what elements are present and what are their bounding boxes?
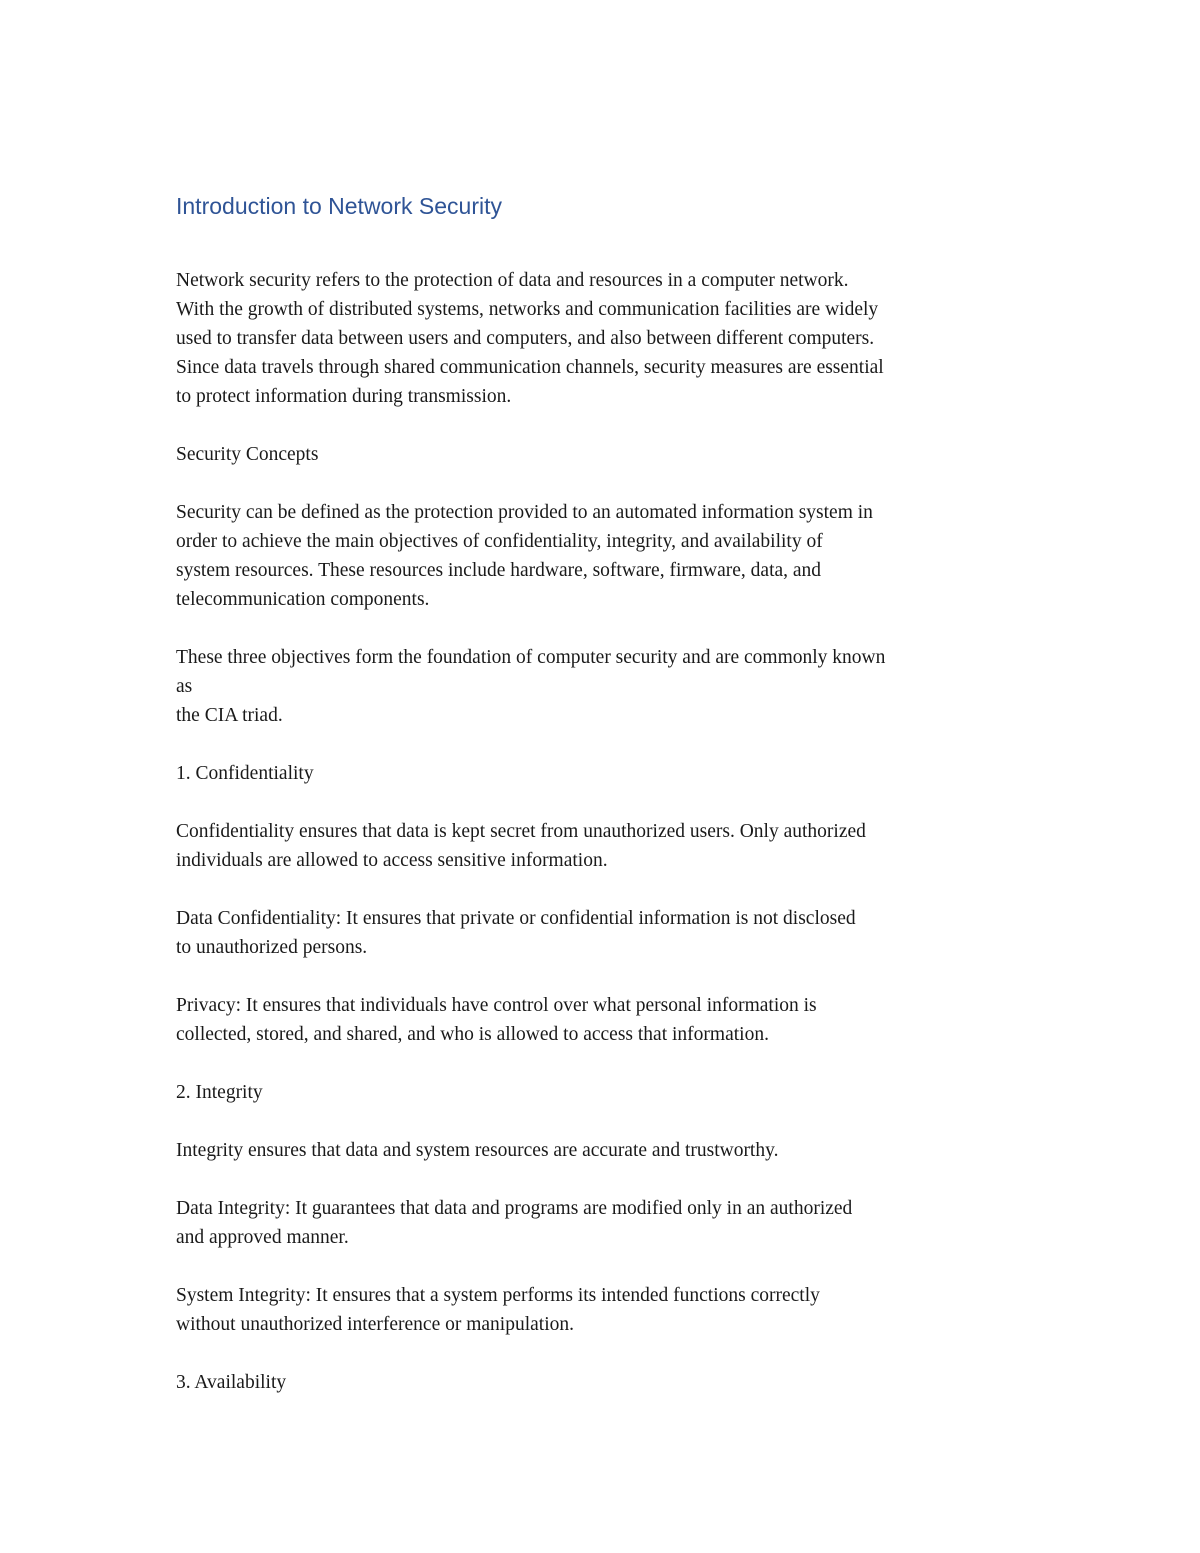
text-line: 2. Integrity (176, 1082, 263, 1103)
text-line: used to transfer data between users and computers, and also between different computers. (176, 328, 875, 349)
text-line: 1. Confidentiality (176, 763, 314, 784)
paragraph-integrity (176, 1136, 1036, 1165)
paragraph-cia-triad (176, 643, 1036, 730)
text-line: without unauthorized interference or manipulation. (176, 1314, 574, 1335)
text-line: individuals are allowed to access sensitive information. (176, 850, 608, 871)
section-heading-confidentiality (176, 759, 1036, 788)
text-line: Privacy: It ensures that individuals have control over what personal information is (176, 995, 817, 1016)
text-line: Security Concepts (176, 444, 319, 465)
document-title: Introduction to Network Security (176, 193, 502, 219)
section-heading-availability (176, 1368, 1036, 1397)
paragraph-security-definition (176, 498, 1036, 614)
text-line: and approved manner. (176, 1227, 349, 1248)
paragraph-privacy (176, 991, 1036, 1049)
paragraph-data-confidentiality (176, 904, 1036, 962)
text-line: order to achieve the main objectives of confidentiality, integrity, and availability of (176, 531, 823, 552)
text-line: Confidentiality ensures that data is kept secret from unauthorized users. Only authorized (176, 821, 866, 842)
text-line: 3. Availability (176, 1372, 287, 1393)
text-line: These three objectives form the foundation of computer security and are commonly known (176, 647, 886, 668)
paragraph-system-integrity (176, 1281, 1036, 1339)
text-line: Integrity ensures that data and system resources are accurate and trustworthy. (176, 1140, 779, 1161)
text-line: Network security refers to the protection of data and resources in a computer network. (176, 270, 849, 291)
text-line: Data Integrity: It guarantees that data and programs are modified only in an authorized (176, 1198, 853, 1219)
paragraph-confidentiality (176, 817, 1036, 875)
text-line: to unauthorized persons. (176, 937, 368, 958)
document-body (176, 190, 1036, 1426)
text-line: the CIA triad. (176, 705, 283, 726)
text-line: to protect information during transmission. (176, 386, 512, 407)
paragraph-data-integrity (176, 1194, 1036, 1252)
text-line: telecommunication components. (176, 589, 430, 610)
text-line: Data Confidentiality: It ensures that private or confidential information is not disclosed (176, 908, 856, 929)
text-line: Since data travels through shared communication channels, security measures are essential (176, 357, 884, 378)
text-line: as (176, 676, 193, 697)
section-heading-integrity (176, 1078, 1036, 1107)
paragraph-introduction (176, 266, 1036, 411)
text-line: System Integrity: It ensures that a system performs its intended functions correctly (176, 1285, 820, 1306)
text-line: collected, stored, and shared, and who is allowed to access that information. (176, 1024, 769, 1045)
text-line: With the growth of distributed systems, networks and communication facilities are widely (176, 299, 879, 320)
section-heading-security-concepts (176, 440, 1036, 469)
text-line: Security can be defined as the protection provided to an automated information system in (176, 502, 873, 523)
text-line: system resources. These resources include hardware, software, firmware, data, and (176, 560, 822, 581)
